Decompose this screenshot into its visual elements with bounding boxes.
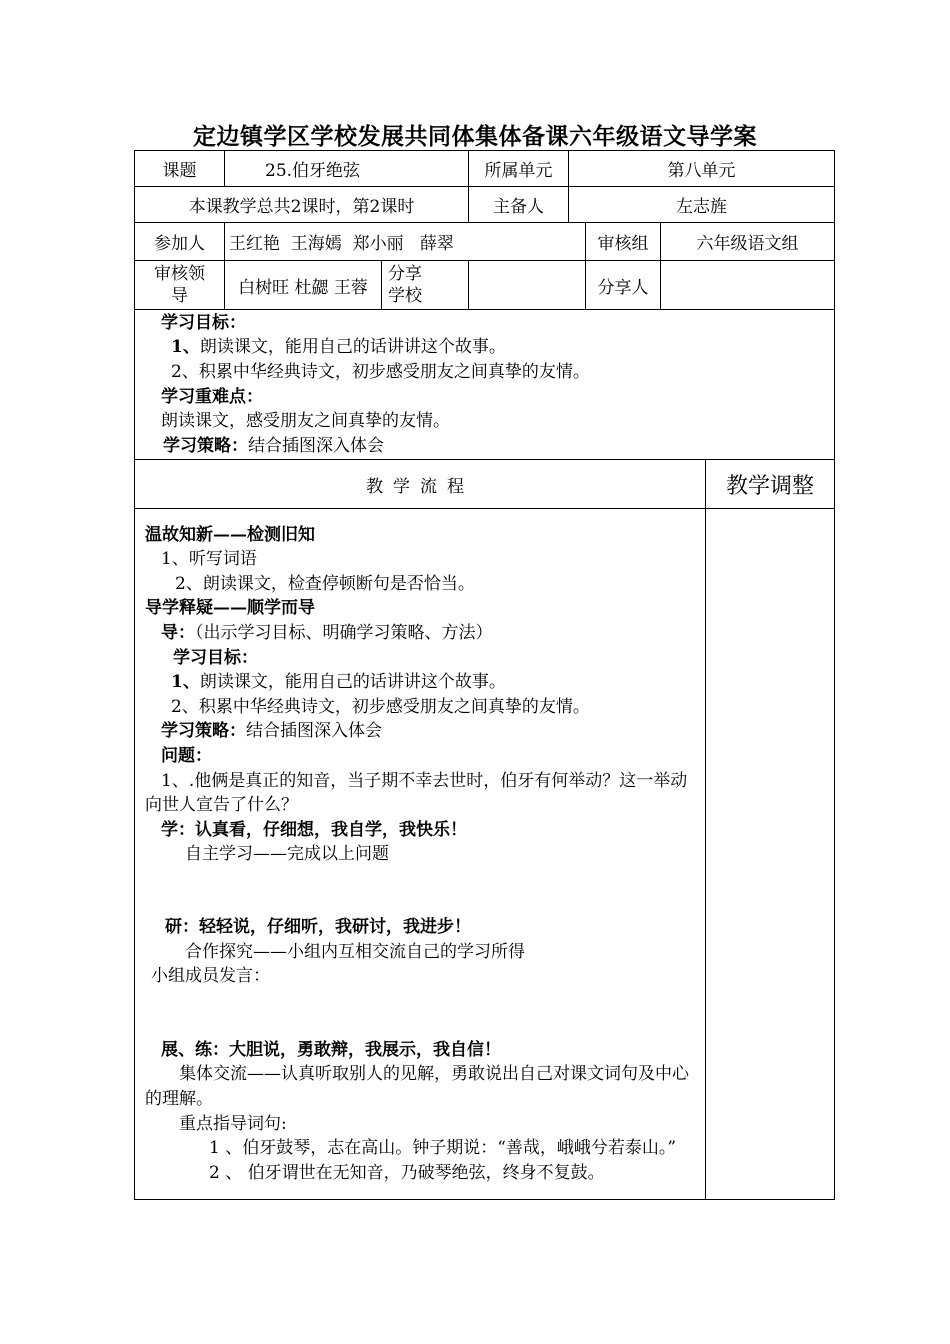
flow-content xyxy=(135,509,706,1200)
course-value: 25.伯牙绝弦 xyxy=(225,151,469,187)
row-review xyxy=(135,261,835,310)
strategy-heading: 学习策略： xyxy=(163,435,248,456)
guide-text: （出示学习目标、明确学习策略、方法） xyxy=(195,623,493,644)
row-hours xyxy=(135,187,835,223)
key-sentence-2: 2 、 伯牙谓世在无知音，乃破琴绝弦，终身不复鼓。 xyxy=(209,1162,605,1183)
goal-1-text: 朗读课文，能用自己的话讲讲这个故事。 xyxy=(199,337,506,358)
share-person-label: 分享人 xyxy=(586,261,661,310)
group-text: 小组成员发言： xyxy=(151,966,270,987)
row-course xyxy=(135,151,835,187)
row-flow-header xyxy=(135,460,835,509)
difficulty-heading: 学习重难点： xyxy=(161,386,263,407)
guide-line xyxy=(139,621,701,646)
review-item-1: 1、听写词语 xyxy=(161,549,257,570)
key-heading: 重点指导词句: xyxy=(179,1113,287,1134)
participants-value: 王红艳 王海嫣 郑小丽 薛翠 xyxy=(225,223,586,261)
goal-1 xyxy=(139,335,830,360)
row-participants xyxy=(135,223,835,261)
flow-strategy-heading: 学习策略： xyxy=(161,721,246,742)
unit-value: 第八单元 xyxy=(569,151,835,187)
flow-strategy-line xyxy=(139,719,701,744)
answer-space-1 xyxy=(139,867,701,915)
lead-label: 主备人 xyxy=(469,187,569,223)
flow-header: 教学流程 xyxy=(135,460,706,509)
lead-value: 左志旌 xyxy=(569,187,835,223)
learn-text: 自主学习——完成以上问题 xyxy=(185,844,389,865)
share-person-value xyxy=(661,261,835,310)
goals-cell xyxy=(135,310,835,460)
review-group-value: 六年级语文组 xyxy=(661,223,835,261)
research-text: 合作探究——小组内互相交流自己的学习所得 xyxy=(185,941,525,962)
goals-heading: 学习目标： xyxy=(161,312,246,333)
participants-label: 参加人 xyxy=(135,223,225,261)
guide-label: 导： xyxy=(161,623,195,644)
question-heading: 问题： xyxy=(161,746,212,767)
adjust-cell xyxy=(706,509,835,1200)
show-text: 集体交流——认真听取别人的见解，勇敢说出自己对课文词句及中心的理解。 xyxy=(145,1064,689,1109)
show-heading: 展、练：大胆说，勇敢辩，我展示，我自信！ xyxy=(161,1039,501,1060)
review-group-label: 审核组 xyxy=(586,223,661,261)
section-guide-heading: 导学释疑——顺学而导 xyxy=(145,598,315,619)
question-1: 1、.他俩是真正的知音，当子期不幸去世时，伯牙有何举动？这一举动向世人宣告了什么？ xyxy=(145,770,688,816)
flow-goal-1 xyxy=(139,670,701,695)
flow-goal-1-text: 朗读课文，能用自己的话讲讲这个故事。 xyxy=(199,672,506,693)
share-school-label: 分享学校 xyxy=(382,261,469,310)
goal-2: 2、积累中华经典诗文，初步感受朋友之间真挚的友情。 xyxy=(171,361,590,382)
answer-space-2 xyxy=(139,989,701,1038)
hours-text: 本课教学总共2课时，第2课时 xyxy=(135,187,469,223)
share-school-value xyxy=(469,261,586,310)
review-leader-label: 审核领导 xyxy=(135,261,225,310)
section-review-heading: 温故知新——检测旧知 xyxy=(145,524,315,545)
document-title: 定边镇学区学校发展共同体集体备课六年级语文导学案 xyxy=(193,123,757,150)
flow-goal-2: 2、积累中华经典诗文，初步感受朋友之间真挚的友情。 xyxy=(171,696,590,717)
unit-label: 所属单元 xyxy=(469,151,569,187)
review-leader-value: 白树旺 杜勰 王蓉 xyxy=(225,261,382,310)
difficulty-text: 朗读课文，感受朋友之间真挚的友情。 xyxy=(161,411,450,432)
row-goals xyxy=(135,310,835,460)
research-heading: 研：轻轻说，仔细听，我研讨，我进步！ xyxy=(165,916,471,937)
row-flow-content xyxy=(135,509,835,1200)
goal-1-number: 1、 xyxy=(171,337,200,358)
flow-goal-1-number: 1、 xyxy=(171,672,200,693)
strategy-text: 结合插图深入体会 xyxy=(248,435,384,456)
lesson-plan-table xyxy=(134,150,835,1200)
course-label: 课题 xyxy=(135,151,225,187)
key-sentence-1: 1 、伯牙鼓琴，志在高山。钟子期说：“善哉，峨峨兮若泰山。” xyxy=(209,1138,677,1159)
flow-strategy-text: 结合插图深入体会 xyxy=(246,721,382,742)
review-item-2: 2、朗读课文，检查停顿断句是否恰当。 xyxy=(175,573,475,594)
adjust-header: 教学调整 xyxy=(706,460,835,509)
flow-goals-heading: 学习目标： xyxy=(173,647,258,668)
strategy-line xyxy=(139,434,830,459)
learn-heading: 学：认真看，仔细想，我自学，我快乐！ xyxy=(161,819,467,840)
